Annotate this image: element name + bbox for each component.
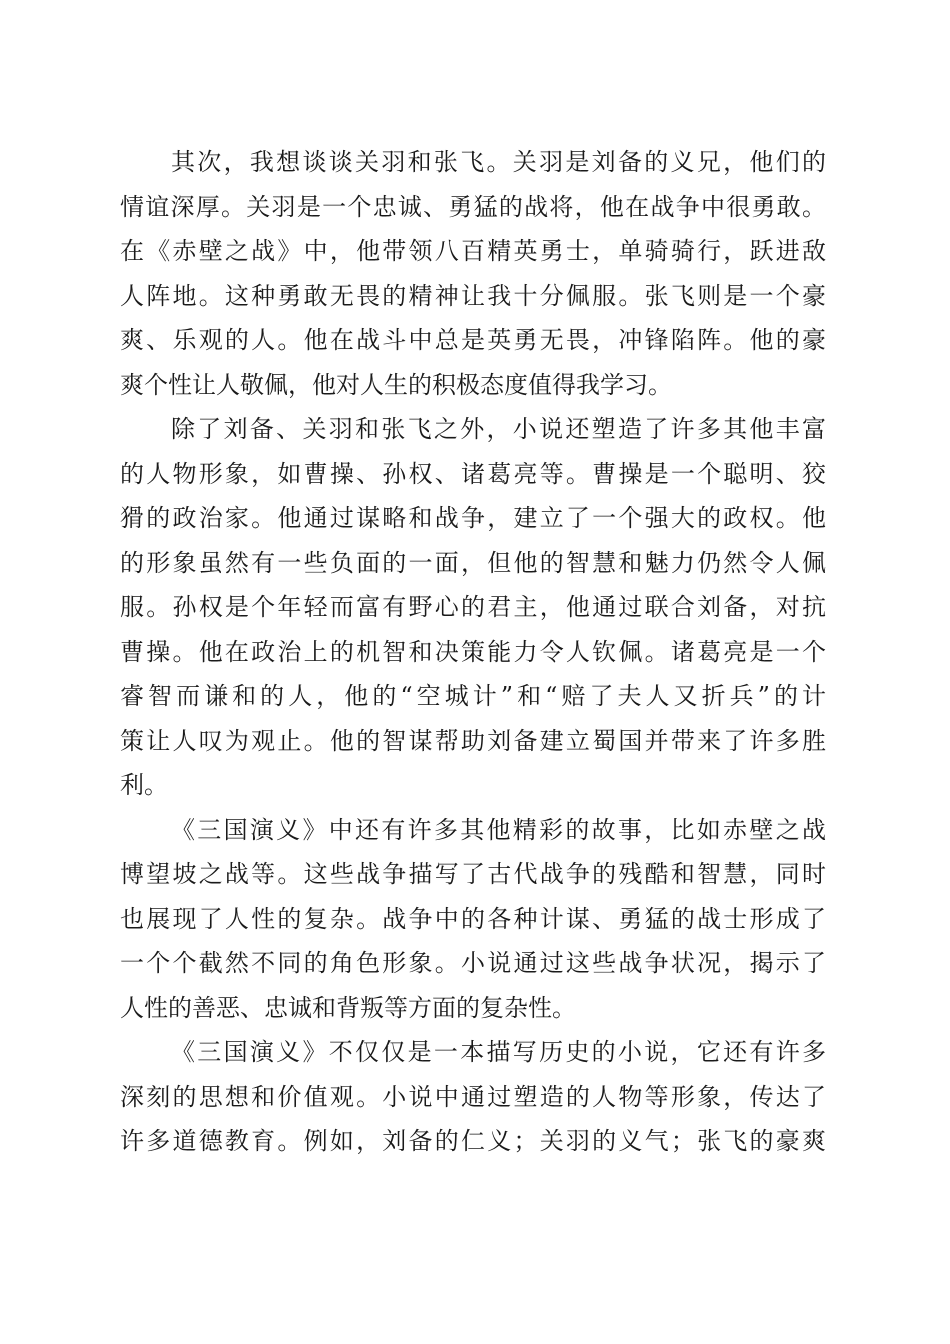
paragraph-1-line-6: 爽个性让人敬佩，他对人生的积极态度值得我学习。 — [120, 370, 672, 399]
paragraph-2-line-6: 曹操。他在政治上的机智和决策能力令人钦佩。诸葛亮是一个 — [120, 637, 826, 666]
paragraph-3-line-5: 人性的善恶、忠诚和背叛等方面的复杂性。 — [120, 993, 576, 1022]
paragraph-2-line-1: 除了刘备、关羽和张飞之外，小说还塑造了许多其他丰富 — [171, 415, 826, 443]
paragraph-2-line-7: 睿智而谦和的人，他的“空城计”和“赔了夫人又折兵”的计 — [120, 682, 826, 710]
paragraph-1-line-5: 爽、乐观的人。他在战斗中总是英勇无畏，冲锋陷阵。他的豪 — [120, 326, 826, 354]
paragraph-4-line-1: 《三国演义》不仅仅是一本描写历史的小说，它还有许多 — [171, 1038, 826, 1066]
paragraph-2-line-9: 利。 — [120, 771, 168, 799]
document-body — [120, 140, 826, 1164]
paragraph-4-line-2: 深刻的思想和价值观。小说中通过塑造的人物等形象，传达了 — [120, 1082, 826, 1111]
paragraph-3-line-2: 博望坡之战等。这些战争描写了古代战争的残酷和智慧，同时 — [120, 860, 826, 888]
paragraph-2-line-2: 的人物形象，如曹操、孙权、诸葛亮等。曹操是一个聪明、狡 — [120, 459, 826, 488]
paragraph-2-line-4: 的形象虽然有一些负面的一面，但他的智慧和魅力仍然令人佩 — [120, 548, 826, 577]
paragraph-3-line-1: 《三国演义》中还有许多其他精彩的故事，比如赤壁之战 — [171, 815, 826, 844]
paragraph-1-line-4: 人阵地。这种勇敢无畏的精神让我十分佩服。张飞则是一个豪 — [120, 281, 826, 310]
paragraph-2-line-3: 猾的政治家。他通过谋略和战争，建立了一个强大的政权。他 — [120, 504, 826, 532]
paragraph-2-line-8: 策让人叹为观止。他的智谋帮助刘备建立蜀国并带来了许多胜 — [120, 726, 826, 755]
paragraph-1-line-2: 情谊深厚。关羽是一个忠诚、勇猛的战将，他在战争中很勇敢。 — [120, 192, 826, 221]
paragraph-2-line-5: 服。孙权是个年轻而富有野心的君主，他通过联合刘备，对抗 — [120, 593, 826, 621]
paragraph-1-line-1: 其次，我想谈谈关羽和张飞。关羽是刘备的义兄，他们的 — [171, 148, 826, 176]
paragraph-1-line-3: 在《赤壁之战》中，他带领八百精英勇士，单骑骑行，跃进敌 — [120, 237, 826, 265]
paragraph-3-line-4: 一个个截然不同的角色形象。小说通过这些战争状况，揭示了 — [120, 949, 826, 977]
paragraph-4-line-3: 许多道德教育。例如，刘备的仁义；关羽的义气；张飞的豪爽 — [120, 1127, 826, 1155]
paragraph-3-line-3: 也展现了人性的复杂。战争中的各种计谋、勇猛的战士形成了 — [120, 904, 826, 933]
